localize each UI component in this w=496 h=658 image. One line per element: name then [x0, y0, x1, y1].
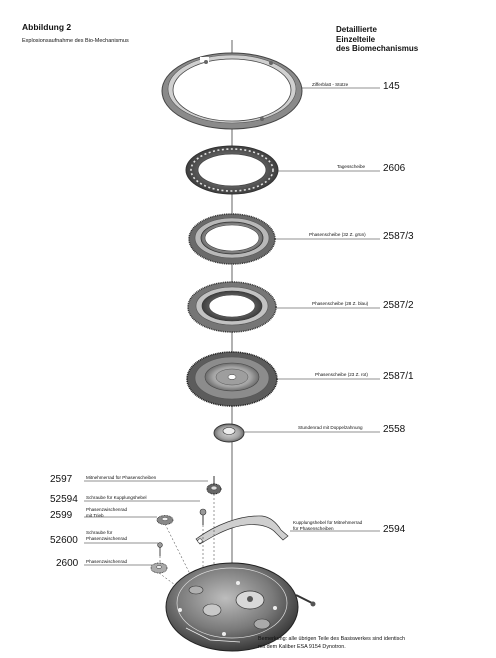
details-heading-line: Detaillierte: [336, 25, 377, 34]
part-label-coupling-lever: [293, 520, 362, 531]
part-label-phase-disc-green: Phasenscheibe (32 Z. grün): [309, 232, 366, 237]
part-number-phase-wheel-pinion: 2599: [50, 510, 73, 521]
details-heading-line: des Biomechanismus: [336, 44, 419, 53]
phase-disc-green-drawing: [189, 214, 275, 264]
part-number-phase-disc-blue: 2587/2: [383, 300, 414, 311]
part-number-coupling-screw: 52594: [50, 494, 78, 505]
remark-line: Bemerkung: alle übrigen Teile des Basiswerkes sind identisch: [258, 636, 406, 642]
part-number-driving-wheel: 2597: [50, 474, 73, 485]
part-label-line: Schraube für: [86, 530, 113, 535]
part-label-line: Phasenzwischenrad: [86, 507, 128, 512]
part-label-line: mit Trieb: [86, 512, 104, 518]
part-label-line: für Phasenscheiben: [293, 525, 334, 531]
part-label-phase-disc-red: Phasenscheibe (23 Z. rot): [315, 372, 368, 377]
phase-disc-red-drawing: [187, 352, 277, 406]
coupling-lever-drawing: [196, 516, 288, 544]
part-number-phase-wheel-screw: 52600: [50, 535, 78, 546]
part-number-coupling-lever: 2594: [383, 524, 406, 535]
remark-line: mit dem Kaliber ESA 9154 Dynotron.: [258, 643, 346, 650]
hour-wheel-drawing: [214, 424, 244, 442]
part-number-phase-disc-red: 2587/1: [383, 371, 414, 382]
part-number-dial-support: 145: [383, 81, 400, 92]
phase-wheel-screw-drawing: [158, 543, 163, 556]
part-number-hour-wheel: 2558: [383, 424, 406, 435]
part-number-phase-wheel: 2600: [56, 558, 79, 569]
details-heading-line: Einzelteile: [336, 34, 376, 44]
part-label-line: Kupplungshebel für Mitnehmerrad: [293, 520, 363, 525]
part-label-hour-wheel: Stundenrad mit Doppelzahnung: [298, 425, 363, 430]
part-number-day-disc: 2606: [383, 163, 406, 174]
phase-intermediate-wheel-drawing: [151, 563, 167, 573]
part-label-day-disc: Tagesscheibe: [337, 164, 366, 169]
left-leader-lines: [84, 481, 208, 565]
figure-title: Abbildung 2: [22, 22, 72, 32]
day-disc-drawing: [186, 146, 278, 194]
driving-wheel-drawing: [207, 476, 221, 494]
phase-disc-blue-drawing: [188, 282, 276, 332]
part-label-line: Phasenzwischenrad: [86, 535, 128, 541]
part-label-phase-wheel: Phasenzwischenrad: [86, 559, 128, 564]
part-label-dial-support: Zifferblatt - Stütze: [312, 82, 349, 87]
figure-subtitle: Explosionsaufnahme des Bio-Mechanismus: [22, 38, 129, 44]
part-number-phase-disc-green: 2587/3: [383, 231, 414, 242]
coupling-screw-drawing: [200, 509, 206, 525]
remark-note: [258, 636, 493, 651]
part-label-phase-disc-blue: Phasenscheibe (28 Z. blau): [312, 301, 369, 306]
part-label-phase-wheel-screw: [86, 530, 127, 541]
details-heading: [336, 25, 456, 54]
phase-intermediate-wheel-pinion-drawing: [157, 516, 173, 525]
dial-support-ring-drawing: [162, 53, 302, 129]
part-label-coupling-screw: Schraube für Kupplungshebel: [86, 495, 147, 500]
part-label-phase-wheel-pinion: [86, 507, 127, 518]
part-label-driving-wheel: Mitnehmerrad für Phasenscheiben: [86, 475, 157, 480]
